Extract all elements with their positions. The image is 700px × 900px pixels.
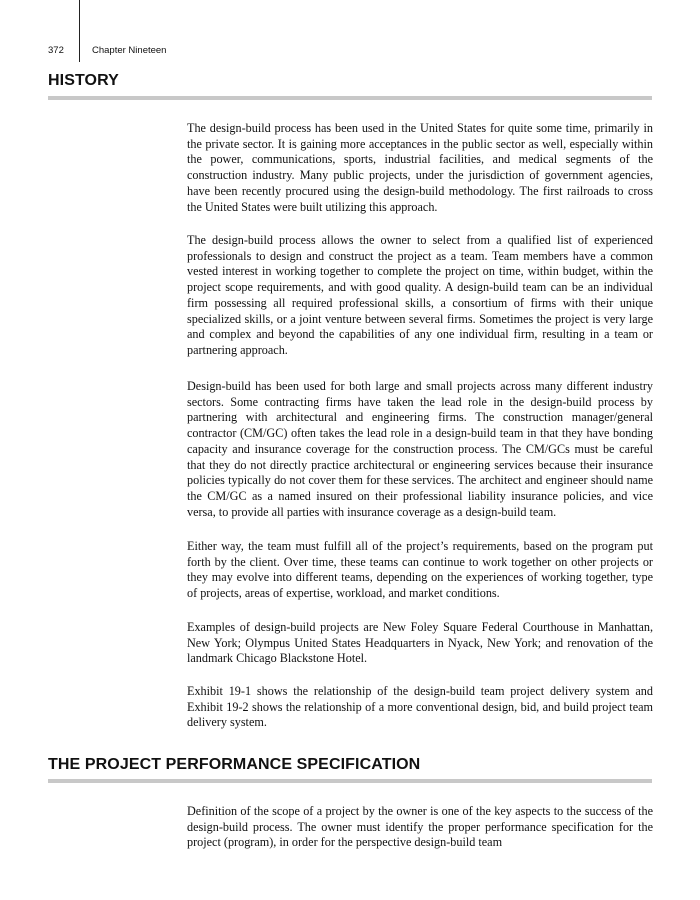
paragraph: Design-build has been used for both large and small projects across many different industry sectors. Some contracting firms have taken the lead role in the design-build process by partnering with architectural and engineering firms. The construction manager/general contractor (CM/GC) often takes the lead role in a design-build team in that they have bonding capacity and insurance coverage for the construction process. The CM/GCs must be careful that they do not directly practice architectural or engineering services because their insurance policies typically do not cover them for these services. The architect and engineer should name the CM/GC as a named insured on their professional liability insurance policies, and vice versa, to provide all parties with insurance coverage as a design-build team. — [187, 379, 653, 519]
page-number: 372 — [48, 45, 64, 56]
chapter-title: Chapter Nineteen — [92, 45, 167, 56]
paragraph: Either way, the team must fulfill all of the project’s requirements, based on the program put forth by the client. Over time, these teams can continue to work together on other projects or they may evolve into different teams, depending on the experiences of working together, type of projects, areas of expertise, workload, and market conditions. — [187, 539, 653, 601]
section-heading-performance-spec: THE PROJECT PERFORMANCE SPECIFICATION — [48, 756, 421, 773]
header-vertical-rule — [79, 0, 80, 62]
section-heading-history: HISTORY — [48, 72, 119, 89]
paragraph: The design-build process has been used in the United States for quite some time, primarily in the private sector. It is gaining more acceptances in the public sector as well, especially within the power, communications, sports, industrial facilities, and medical segments of the construction industry. Many public projects, under the jurisdiction of government agencies, have been recently procured using the design-build methodology. The first railroads to cross the United States were built utilizing this approach. — [187, 121, 653, 214]
paragraph: Examples of design-build projects are New Foley Square Federal Courthouse in Manhattan, New York; Olympus United States Headquarters in Nyack, New York; and renovation of the landmark Chicago Blackstone Hotel. — [187, 620, 653, 666]
paragraph: Exhibit 19-1 shows the relationship of the design-build team project delivery system and Exhibit 19-2 shows the relationship of a more conventional design, bid, and build project team delivery system. — [187, 684, 653, 730]
paragraph: Definition of the scope of a project by the owner is one of the key aspects to the success of the design-build process. The owner must identify the proper performance specification for the project (program), in order for the perspective design-build team — [187, 804, 653, 850]
section-heading-bar — [48, 779, 652, 783]
section-heading-bar — [48, 96, 652, 100]
paragraph: The design-build process allows the owner to select from a qualified list of experienced professionals to design and construct the project as a team. Team members have a common vested interest in working together to complete the project on time, within budget, within the project scope requirements, and with good quality. A design-build team can be an individual firm possessing all required professional skills, a consortium of firms with their unique specialized skills, or a joint venture between several firms. Sometimes the project is very large and complex and beyond the capabilities of any one individual firm, resulting in a team or partnering approach. — [187, 233, 653, 357]
